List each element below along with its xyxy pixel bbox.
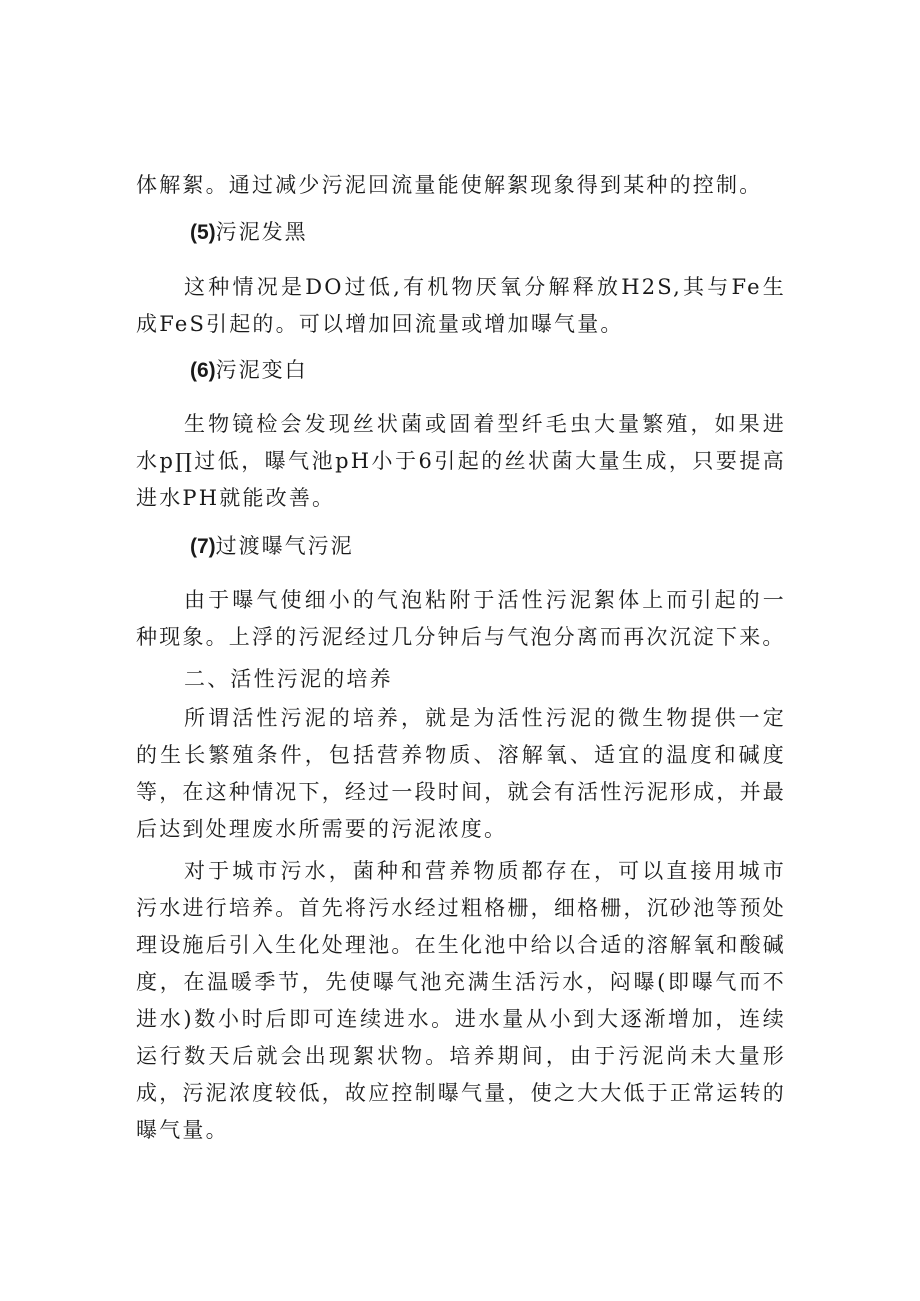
paragraph-continuation: 体解絮。通过减少污泥回流量能使解絮现象得到某种的控制。 <box>136 173 763 197</box>
paragraph-sludge-black: 这种情况是DO过低,有机物厌氧分解释放H2S,其与Fe生成FeS引起的。可以增加回流量或增加曝气量。 <box>136 275 786 336</box>
heading-number: (7) <box>190 535 216 558</box>
heading-text: 污泥变白 <box>215 358 308 382</box>
heading-number: (5) <box>190 221 216 244</box>
heading-sludge-black <box>190 217 308 248</box>
paragraph-cultivation-definition: 所谓活性污泥的培养，就是为活性污泥的微生物提供一定的生长繁殖条件，包括营养物质、溶解氧、适宜的温度和碱度等，在这种情况下，经过一段时间，就会有活性污泥形成，并最后达到处理废水所需要的污泥浓度。 <box>136 706 786 841</box>
paragraph-over-aeration: 由于曝气使细小的气泡粘附于活性污泥絮体上而引起的一种现象。上浮的污泥经过几分钟后与气泡分离而再次沉淀下来。 <box>136 588 786 649</box>
heading-text: 过渡曝气污泥 <box>215 534 354 558</box>
paragraph-sludge-white: 生物镜检会发现丝状菌或固着型纤毛虫大量繁殖，如果进水p∏过低，曝气池pH小于6引起的丝状菌大量生成，只要提高进水PH就能改善。 <box>136 412 786 510</box>
heading-sludge-white <box>190 355 308 386</box>
paragraph-urban-wastewater: 对于城市污水，菌种和营养物质都存在，可以直接用城市污水进行培养。首先将污水经过粗格栅，细格栅，沉砂池等预处理设施后引入生化处理池。在生化池中给以合适的溶解氧和酸碱度，在温暖季节，先使曝气池充满生活污水，闷曝(即曝气而不进水)数小时后即可连续进水。进水量从小到大逐渐增加，连续运行数天后就会出现絮状物。培养期间，由于污泥尚未大量形成，污泥浓度较低，故应控制曝气量，使之大大低于正常运转的曝气量。 <box>136 859 786 1142</box>
heading-over-aeration <box>190 531 354 562</box>
heading-text: 污泥发黑 <box>215 220 308 244</box>
heading-number: (6) <box>190 359 216 382</box>
section-heading-cultivation: 二、活性污泥的培养 <box>184 667 393 691</box>
